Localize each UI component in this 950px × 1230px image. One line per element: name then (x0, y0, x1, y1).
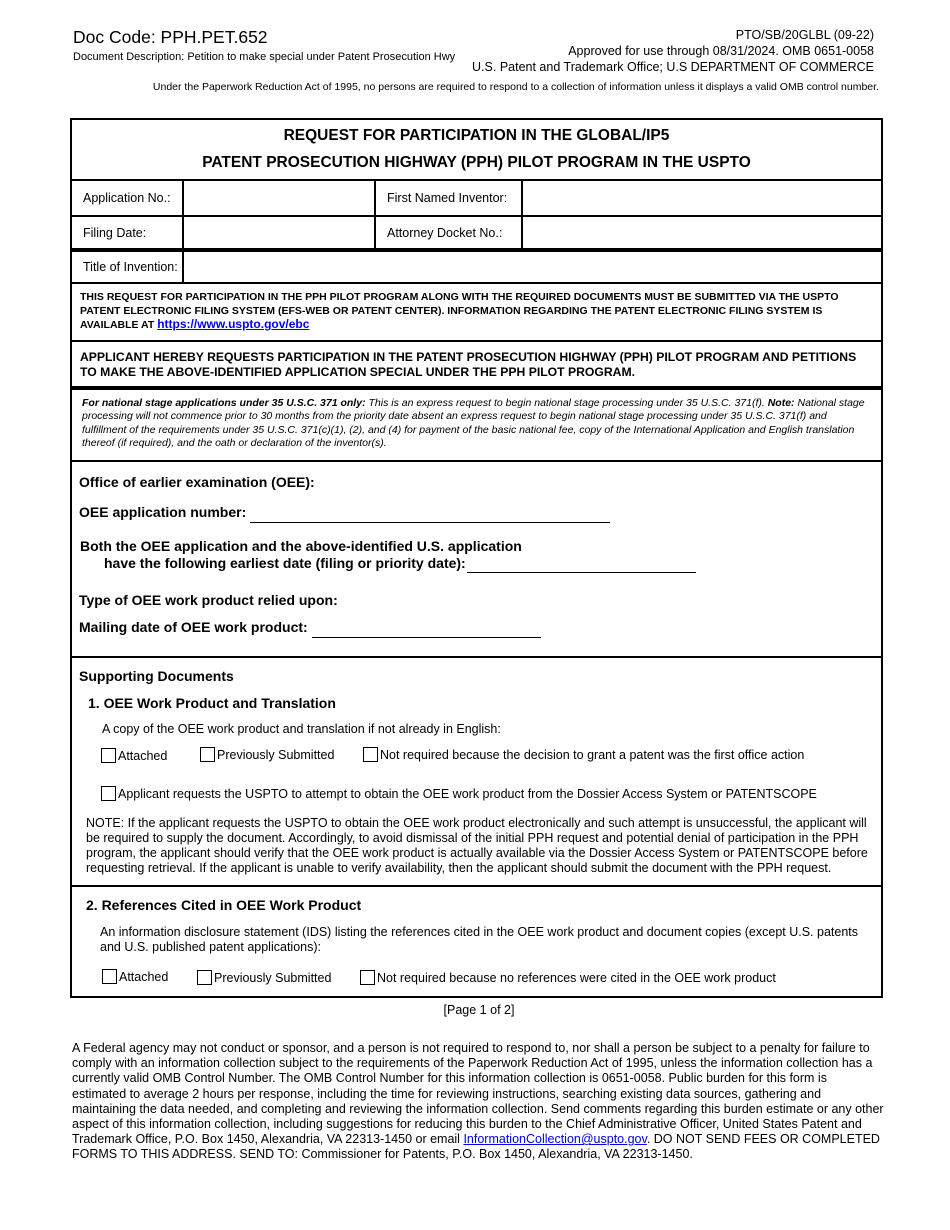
s2-not-required-checkbox[interactable] (360, 970, 375, 985)
first-inventor-field[interactable] (521, 181, 881, 215)
s2-not-required-label: Not required because no references were cited in the OEE work product (377, 970, 776, 985)
row-application (72, 181, 881, 217)
s1-attached-checkbox[interactable] (101, 748, 116, 763)
docket-field[interactable] (521, 217, 881, 248)
application-no-label: Application No.: (83, 191, 171, 205)
document-header (73, 27, 455, 63)
applicant-request: APPLICANT HEREBY REQUESTS PARTICIPATION IN THE PATENT PROSECUTION HIGHWAY (PPH) PILOT PROGRAM AND PETITIONS TO MAKE THE ABOVE-IDENTIFIED APPLICATION SPECIAL UNDER THE PPH PILOT PROGRAM. (72, 342, 881, 388)
application-no-field[interactable] (182, 181, 374, 215)
efs-notice-text: THIS REQUEST FOR PARTICIPATION IN THE PPH PILOT PROGRAM ALONG WITH THE REQUIRED DOCUMENTS MUST BE SUBMITTED VIA THE USPTO PATENT ELECTRONIC FILING SYSTEM (EFS-WEB OR PATENT CENTER). INFORMATION REGARDING THE PATENT ELECTRONIC FILING SYSTEM IS AVAILABLE AT (80, 291, 839, 331)
form-info (472, 27, 874, 75)
first-inventor-label: First Named Inventor: (374, 181, 521, 215)
section1-title: 1. OEE Work Product and Translation (88, 695, 336, 711)
page-number: [Page 1 of 2] (443, 1003, 515, 1017)
work-product-type-label: Type of OEE work product relied upon: (79, 592, 338, 608)
section2-title: 2. References Cited in OEE Work Product (86, 897, 362, 913)
form-title (72, 120, 881, 181)
oee-section (72, 462, 881, 658)
title-label: Title of Invention: (83, 260, 178, 274)
supporting-section-1 (72, 658, 881, 887)
s1-attached-option[interactable] (101, 748, 167, 763)
oee-app-number-label: OEE application number: (79, 504, 247, 520)
section2-desc: An information disclosure statement (IDS) listing the references cited in the OEE work product and document copies (except U.S. patents and U.S. published patent applications): (100, 925, 859, 954)
s1-previously-option[interactable] (200, 747, 334, 762)
mailing-date-field[interactable] (312, 637, 541, 638)
supporting-heading: Supporting Documents (79, 668, 234, 684)
form-title-line1: REQUEST FOR PARTICIPATION IN THE GLOBAL/IP5 (283, 127, 670, 144)
filing-date-label: Filing Date: (83, 225, 147, 240)
agency-text: U.S. Patent and Trademark Office; U.S DEPARTMENT OF COMMERCE (472, 60, 874, 74)
earliest-date-line1: Both the OEE application and the above-identified U.S. application (80, 538, 522, 554)
s1-not-required-label: Not required because the decision to grant a patent was the first office action (380, 747, 805, 762)
national-stage-text1: This is an express request to begin national stage processing under 35 U.S.C. 371(f). (368, 397, 765, 409)
earliest-date-line2: have the following earliest date (filing or priority date): (104, 555, 466, 571)
earliest-date-field[interactable] (467, 572, 696, 573)
ebc-link[interactable]: https://www.uspto.gov/ebc (157, 317, 310, 331)
docket-label: Attorney Docket No.: (374, 217, 521, 248)
form-number: PTO/SB/20GLBL (09-22) (735, 28, 874, 42)
paperwork-notice: Under the Paperwork Reduction Act of 1995, no persons are required to respond to a collection of information unless it displays a valid OMB control number. (152, 81, 879, 93)
s2-not-required-option[interactable] (360, 970, 776, 985)
s2-previously-label: Previously Submitted (214, 970, 332, 985)
doc-code: Doc Code: PPH.PET.652 (73, 27, 268, 47)
row-filing (72, 217, 881, 250)
row-title (72, 250, 881, 284)
dossier-option[interactable] (101, 786, 817, 801)
s1-previously-label: Previously Submitted (217, 747, 335, 762)
burden-statement (72, 1041, 884, 1163)
filing-date-field[interactable] (182, 217, 374, 248)
mailing-date-label: Mailing date of OEE work product: (79, 619, 308, 635)
s1-attached-label: Attached (118, 748, 168, 763)
email-link[interactable]: InformationCollection@uspto.gov (463, 1132, 647, 1147)
dossier-label: Applicant requests the USPTO to attempt to obtain the OEE work product from the Dossier Access System or PATENTSCOPE (118, 786, 817, 801)
s1-not-required-option[interactable] (363, 747, 804, 762)
form-title-line2: PATENT PROSECUTION HIGHWAY (PPH) PILOT PROGRAM IN THE USPTO (202, 154, 751, 171)
burden-text: A Federal agency may not conduct or sponsor, and a person is not required to respond to, nor shall a person be subject to a penalty for failure to comply with an information collection subject to the requirements of the Paperwork Reduction Act of 1995, unless the information collection has a currently valid OMB Control Number. The OMB Control Number for this information collection is 0651-0058. Public burden for this form is estimated to average 2 hours per response, including the time for reviewing instructions, searching existing data sources, gathering and maintaining the data needed, and completing and reviewing the information collection. Send comments regarding this burden estimate or any other aspect of this information collection, including suggestions for reducing this burden to the Chief Administrative Officer, United States Patent and Trademark Office, P.O. Box 1450, Alexandria, VA 22313-1450 or email (72, 1041, 884, 1147)
s2-attached-label: Attached (119, 969, 169, 984)
s2-previously-checkbox[interactable] (197, 970, 212, 985)
approval-text: Approved for use through 08/31/2024. OMB 0651-0058 (568, 44, 874, 58)
doc-description: Document Description: Petition to make special under Patent Prosecution Hwy (73, 51, 456, 63)
oee-app-number-field[interactable] (250, 522, 610, 523)
national-stage-lead: For national stage applications under 35 U.S.C. 371 only: (82, 397, 366, 409)
section1-desc: A copy of the OEE work product and translation if not already in English: (102, 722, 501, 736)
s1-not-required-checkbox[interactable] (363, 747, 378, 762)
title-field[interactable] (182, 252, 881, 282)
dossier-checkbox[interactable] (101, 786, 116, 801)
national-stage-note-label: Note: (767, 397, 795, 409)
national-stage-note (72, 388, 881, 462)
s2-attached-option[interactable] (102, 969, 168, 984)
pph-request-form (70, 118, 883, 998)
oee-office-label: Office of earlier examination (OEE): (79, 474, 315, 490)
s2-previously-option[interactable] (197, 970, 331, 985)
national-stage-text2: National stage processing will not commence prior to 30 months from the priority date absent an express request to begin national stage processing under 35 U.S.C. 371(f) and fulfillment of the requirements under 35 U.S.C. 371(c)(1), (2), and (4) for payment of the basic national fee, copy of the International Application and English translation thereof (if required), and the oath or declaration of the inventor(s). (82, 397, 865, 449)
s1-previously-checkbox[interactable] (200, 747, 215, 762)
efs-notice (72, 284, 881, 342)
supporting-section-2 (72, 887, 881, 998)
s2-attached-checkbox[interactable] (102, 969, 117, 984)
burden-text-end: . DO NOT SEND FEES OR COMPLETED FORMS TO THIS ADDRESS. SEND TO: Commissioner for Patents, P.O. Box 1450, Alexandria, VA 22313-1450. (72, 1132, 880, 1162)
dossier-note: NOTE: If the applicant requests the USPTO to obtain the OEE work product electronically and such attempt is unsuccessful, the applicant will be required to supply the document. Accordingly, to avoid dismissal of the initial PPH request and potential denial of participation in the PPH program, the applicant should verify that the OEE work product is actually available via the Dossier Access System or PATENTSCOPE before requesting retrieval. If the applicant is unable to verify availability, then the applicant should submit the document with the PPH request. (86, 816, 868, 875)
